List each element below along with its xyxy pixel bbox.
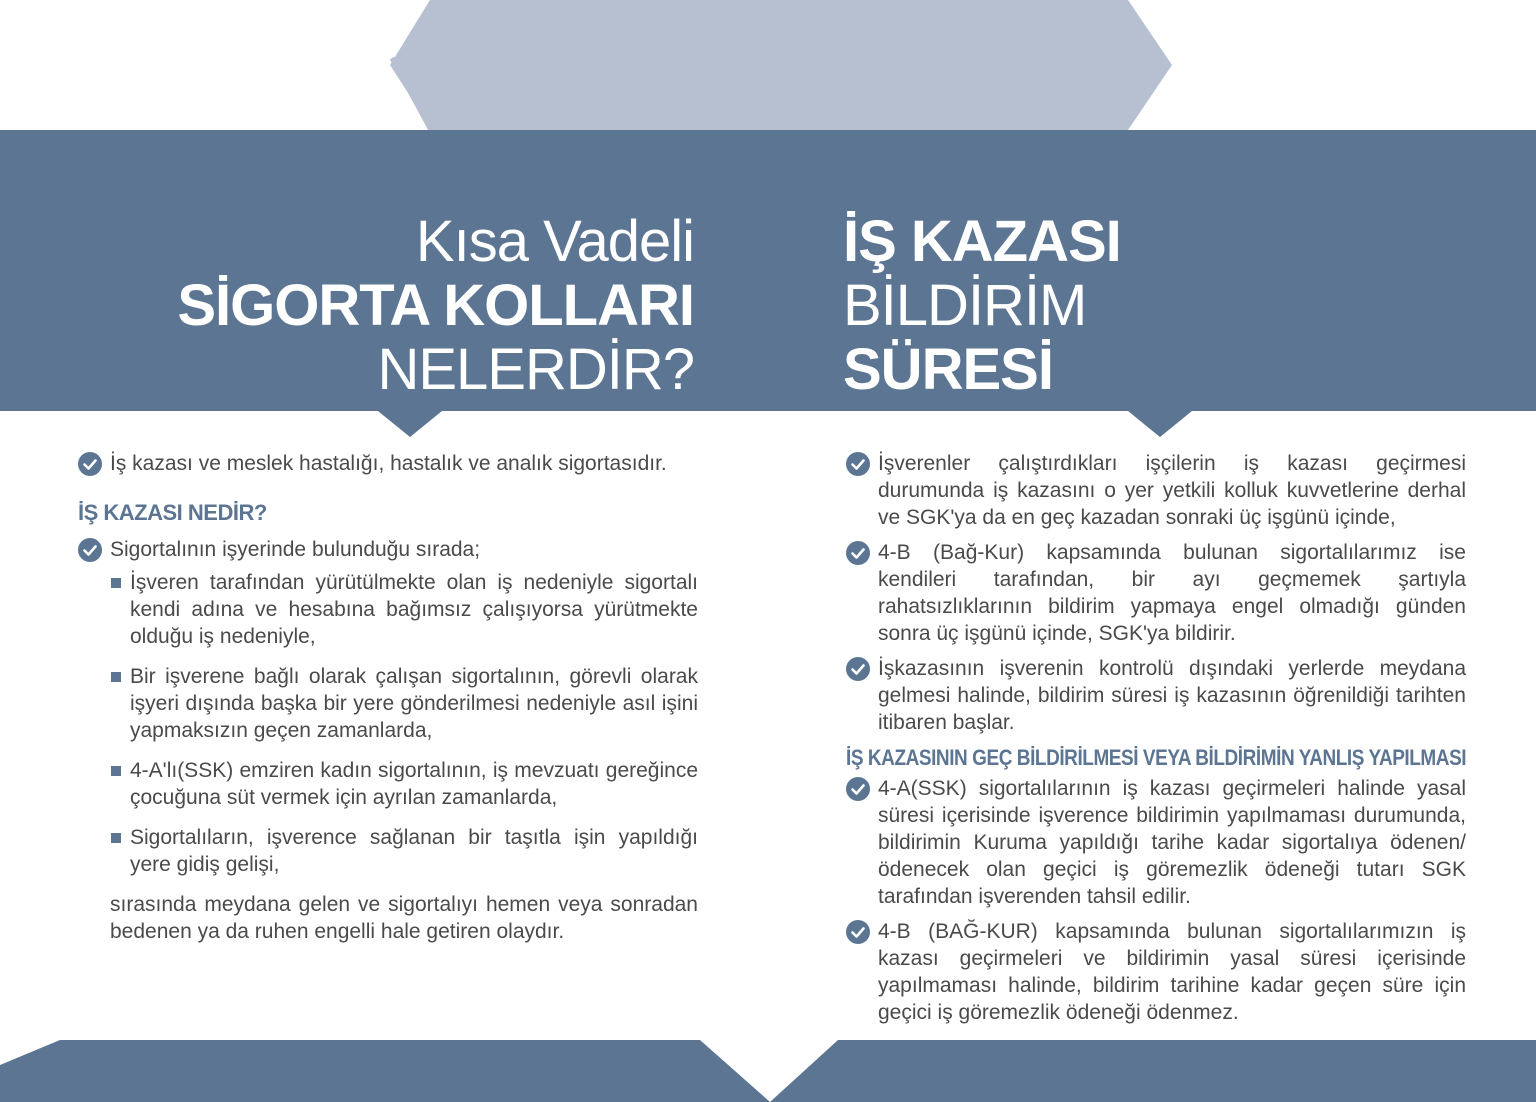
list-item	[846, 655, 1466, 736]
top-hexagon	[390, 0, 1172, 130]
check-circle-icon	[78, 452, 102, 476]
sub-item-text: Bir işverene bağlı olarak çalışan sigortalının, görevli olarak işyeri dışında başka bir yere gönderilmesi nedeniyle asıl işini yapmaksızın geçen zamanlarda,	[130, 665, 698, 742]
sub-item	[78, 757, 698, 811]
item-text: 4-B (Bağ-Kur) kapsamında bulunan sigortalılarımız ise kendileri tarafından, bir ayı geçmemek şartıyla rahatsızlıklarının bildirim yapmaya engel olmadığı günden sonra üç işgünü içinde, SGK'ya bildirir.	[878, 541, 1466, 645]
item-text: İşverenler çalıştırdıkları işçilerin iş kazası geçirmesi durumunda iş kazasını o yer yetkili kolluk kuvvetlerine derhal ve SGK'ya da en geç kazadan sonraki üç işgünü içinde,	[878, 452, 1466, 529]
left-header-line3: NELERDİR?	[377, 337, 694, 402]
right-header	[843, 210, 1121, 402]
sub-item-text: İşveren tarafından yürütülmekte olan iş nedeniyle sigortalı kendi adına ve hesabına bağımsız çalışıyorsa yürütmekte olduğu iş nedeniyle,	[130, 571, 698, 648]
bottom-right-shape	[770, 1040, 1536, 1102]
section-heading: İŞ KAZASI NEDİR?	[78, 500, 267, 525]
sub-item	[78, 663, 698, 744]
bottom-left-shape	[0, 1040, 770, 1102]
sub-item	[78, 824, 698, 878]
list-item	[846, 539, 1466, 647]
left-header-line2: SİGORTA KOLLARI	[177, 273, 694, 338]
left-pointer	[378, 411, 442, 437]
intro-text: İş kazası ve meslek hastalığı, hastalık ve analık sigortasıdır.	[110, 452, 667, 475]
list-item	[846, 918, 1466, 1026]
right-header-line3: SÜRESİ	[843, 337, 1053, 402]
sub-item-text: Sigortalıların, işverence sağlanan bir taşıtla işin yapıldığı yere gidiş gelişi,	[130, 826, 698, 876]
left-column	[78, 450, 698, 945]
sub-item	[78, 569, 698, 650]
right-column	[846, 450, 1466, 1034]
check-circle-icon	[846, 920, 870, 944]
square-bullet-icon	[111, 766, 121, 776]
check-circle-icon	[846, 777, 870, 801]
lead-text: Sigortalının işyerinde bulunduğu sırada;	[110, 538, 481, 561]
closing-text: sırasında meydana gelen ve sigortalıyı hemen veya sonradan bedenen ya da ruhen engelli hale getiren olaydır.	[110, 893, 698, 943]
right-header-line2: BİLDİRİM	[843, 273, 1087, 338]
check-circle-icon	[846, 541, 870, 565]
list-item	[846, 450, 1466, 531]
list-item	[846, 775, 1466, 910]
check-circle-icon	[78, 538, 102, 562]
check-circle-icon	[846, 657, 870, 681]
square-bullet-icon	[111, 578, 121, 588]
item-text: İşkazasının işverenin kontrolü dışındaki yerlerde meydana gelmesi halinde, bildirim süresi iş kazasının öğrenildiği tarihten itibaren başlar.	[878, 657, 1466, 734]
square-bullet-icon	[111, 833, 121, 843]
square-bullet-icon	[111, 672, 121, 682]
item-text: 4-B (BAĞ-KUR) kapsamında bulunan sigortalılarımızın iş kazası geçirmeleri ve bildirimin yasal süresi içerisinde yapılmaması halinde, bildirim tarihine kadar geçen süre için geçici iş göremezlik ödeneği ödenmez.	[878, 920, 1466, 1024]
left-header-line1: Kısa Vadeli	[415, 209, 694, 274]
section-heading: İŞ KAZASININ GEÇ BİLDİRİLMESİ VEYA BİLDİRİMİN YANLIŞ YAPILMASI	[846, 745, 1467, 770]
right-pointer	[1128, 411, 1192, 437]
list-item	[78, 536, 698, 563]
item-text: 4-A(SSK) sigortalılarının iş kazası geçirmeleri halinde yasal süresi içerisinde işverence bildirimin yapılmaması durumunda, bildirimin Kuruma yapıldığı tarihe kadar sigortalıya ödenen/ödenecek olan geçici iş göremezlik ödeneği tutarı SGK tarafından işverenden tahsil edilir.	[878, 777, 1466, 908]
right-header-line1: İŞ KAZASI	[843, 209, 1121, 274]
left-header	[177, 210, 694, 402]
check-circle-icon	[846, 452, 870, 476]
sub-item-text: 4-A'lı(SSK) emziren kadın sigortalının, iş mevzuatı gereğince çocuğuna süt vermek için ayrılan zamanlarda,	[130, 759, 698, 809]
list-item	[78, 450, 698, 477]
